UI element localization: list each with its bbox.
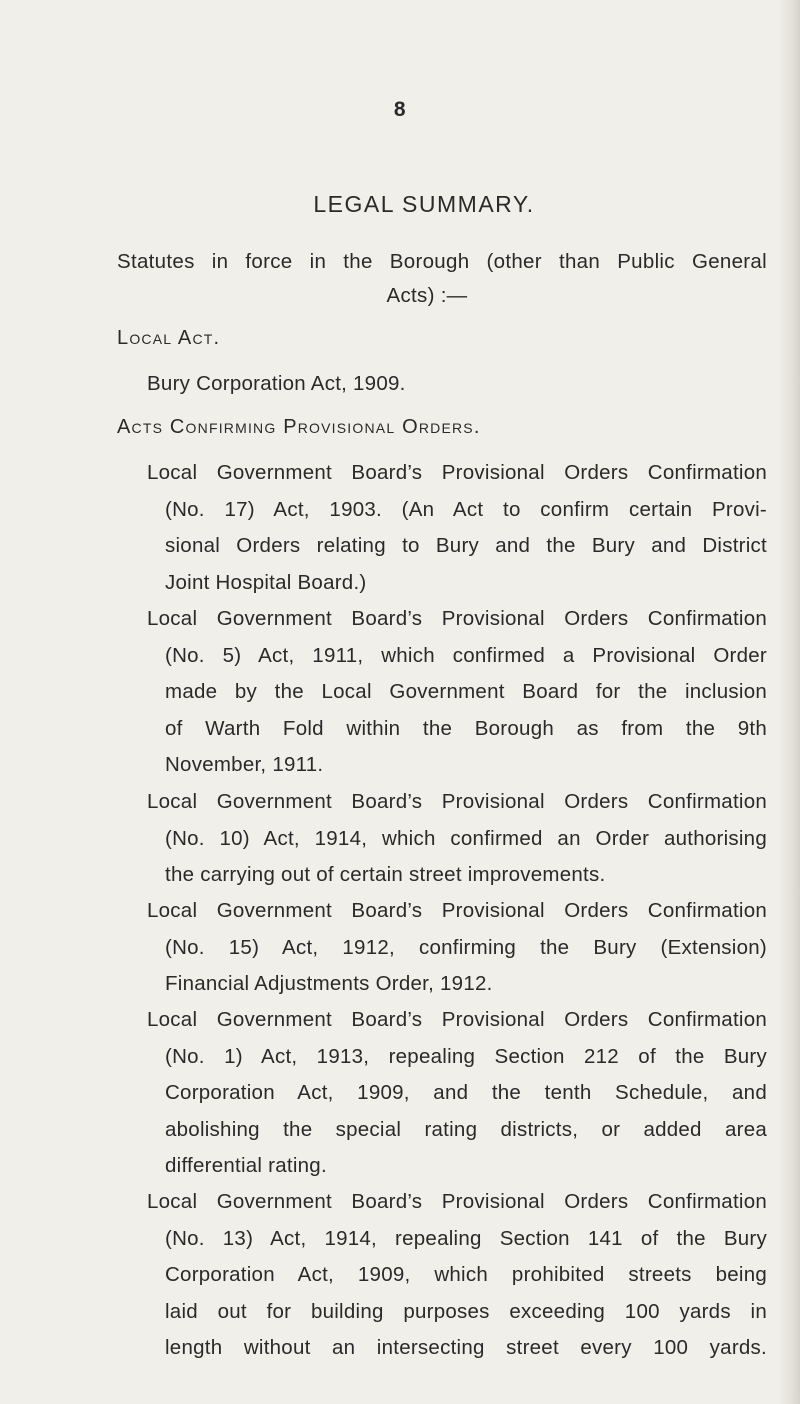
entry-line: Local Government Board’s Provisional Orders Confirmation	[147, 1190, 767, 1213]
entry-line: (No. 17) Act, 1903. (An Act to confirm certain Provi-	[165, 497, 767, 521]
local-act-item-text: Bury Corporation Act, 1909.	[147, 372, 406, 395]
entry-line: abolishing the special rating districts, or added area	[165, 1117, 767, 1141]
entry-line: Joint Hospital Board.)	[165, 570, 367, 594]
provisional-order-entry-1	[147, 455, 767, 601]
provisional-order-entry-4	[147, 893, 767, 1003]
entry-line: November, 1911.	[165, 753, 324, 777]
entry-line: the carrying out of certain street improvements.	[165, 863, 606, 887]
intro-line-1: Statutes in force in the Borough (other than Public General	[117, 250, 767, 273]
page-title: LEGAL SUMMARY.	[313, 191, 535, 217]
entry-line: of Warth Fold within the Borough as from the 9th	[165, 716, 767, 740]
provisional-orders-heading: Acts Confirming Provisional Orders.	[117, 416, 481, 438]
entry-line: (No. 5) Act, 1911, which confirmed a Provisional Order	[165, 643, 767, 667]
local-act-item	[147, 366, 767, 403]
provisional-order-entry-3	[147, 784, 767, 894]
entry-line: Financial Adjustments Order, 1912.	[165, 972, 493, 996]
page-number: 8	[393, 98, 407, 121]
entry-line: (No. 15) Act, 1912, confirming the Bury (Extension)	[165, 935, 767, 959]
provisional-order-entry-2	[147, 601, 767, 784]
entry-line: laid out for building purposes exceeding 100 yards in	[165, 1299, 767, 1323]
entry-line: made by the Local Government Board for the inclusion	[165, 680, 767, 704]
entry-line: Local Government Board’s Provisional Orders Confirmation	[147, 461, 767, 484]
entry-line: Local Government Board’s Provisional Orders Confirmation	[147, 790, 767, 813]
provisional-order-entry-5	[147, 1002, 767, 1185]
entry-line: (No. 1) Act, 1913, repealing Section 212 of the Bury	[165, 1044, 767, 1068]
entry-line: length without an intersecting street every 100 yards.	[165, 1336, 767, 1360]
intro-paragraph	[117, 245, 767, 313]
entry-line: (No. 13) Act, 1914, repealing Section 141 of the Bury	[165, 1226, 767, 1250]
entry-line: (No. 10) Act, 1914, which confirmed an Order authorising	[165, 826, 767, 850]
entry-line: sional Orders relating to Bury and the Bury and District	[165, 534, 767, 558]
entry-line: differential rating.	[165, 1154, 327, 1178]
intro-line-2: Acts) :—	[386, 284, 468, 307]
entry-line: Local Government Board’s Provisional Orders Confirmation	[147, 899, 767, 922]
entry-line: Corporation Act, 1909, and the tenth Schedule, and	[165, 1081, 767, 1105]
provisional-order-entry-6	[147, 1184, 767, 1367]
entry-line: Local Government Board’s Provisional Orders Confirmation	[147, 1008, 767, 1031]
entry-line: Local Government Board’s Provisional Orders Confirmation	[147, 607, 767, 630]
local-act-heading: Local Act.	[117, 327, 221, 349]
entry-line: Corporation Act, 1909, which prohibited streets being	[165, 1263, 767, 1287]
